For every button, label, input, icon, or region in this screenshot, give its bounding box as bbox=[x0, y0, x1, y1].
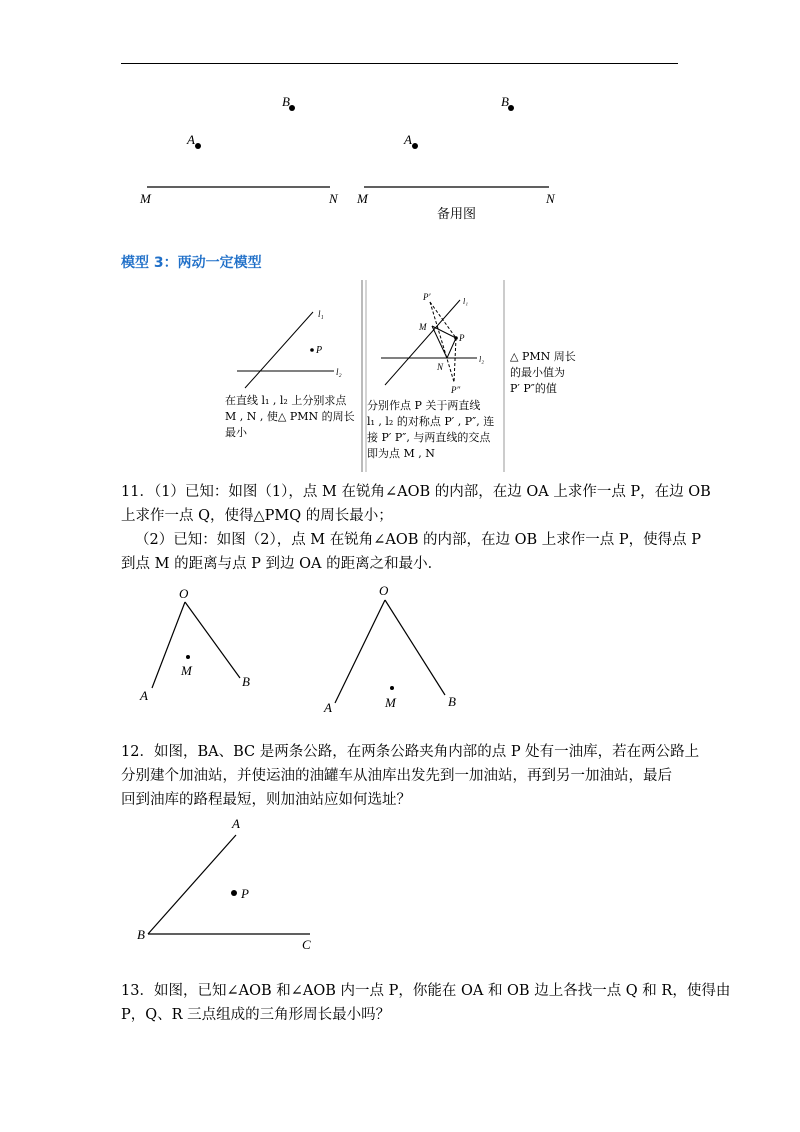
label-a: A bbox=[187, 132, 195, 147]
label-c: C bbox=[302, 937, 311, 952]
q12-figure bbox=[0, 810, 800, 960]
cell2-text: 分别作点 P 关于两直线 l₁ , l₂ 的对称点 P′ , P″, 连 接 P′ P″, 与两直线的交点 即为点 M , N bbox=[367, 399, 495, 460]
q11-text: 11．（1）已知：如图（1），点 M 在锐角∠AOB 的内部，在边 OA 上求作一点 P，在边 OB 上求作一点 Q，使得△PMQ 的周长最小； （2）已知：如图（2），点 M 在锐角∠AOB 的内部，在边 OB 上求作一点 P，使得点 P 到点 M 的距离与点 P 到边 OA 的距离之和最小． bbox=[121, 484, 711, 572]
ray-ba bbox=[148, 835, 236, 934]
label-m: M bbox=[419, 322, 427, 332]
label-b: B bbox=[137, 927, 145, 942]
label-b: B bbox=[501, 94, 509, 109]
figure-caption: 备用图 bbox=[437, 207, 477, 222]
cell3-text: △ PMN 周长 的最小值为 P′ P″的值 bbox=[510, 350, 576, 395]
label-p2: P″ bbox=[451, 385, 461, 395]
label-b: B bbox=[282, 94, 290, 109]
point-p bbox=[310, 348, 314, 352]
label-m: M bbox=[140, 191, 151, 206]
q11-figure2 bbox=[323, 583, 456, 715]
ray-ob bbox=[185, 602, 240, 678]
label-a: A bbox=[140, 688, 148, 703]
label-a: A bbox=[232, 816, 240, 831]
point-m bbox=[390, 686, 394, 690]
q11-figures bbox=[0, 580, 800, 720]
cell2-diagram bbox=[381, 292, 484, 395]
point-p bbox=[454, 336, 458, 340]
line-l1 bbox=[245, 312, 313, 388]
top-figures bbox=[0, 0, 800, 230]
q12-text: 12．如图，BA、BC 是两条公路，在两条公路夹角内部的点 P 处有一油库，若在两公路上 分别建个加油站，并使运油的油罐车从油库出发先到一加油站，再到另一加油站，最后 回到油库的路程最短，则加油站应如何选址？ bbox=[121, 744, 700, 808]
label-a: A bbox=[404, 132, 412, 147]
section-title: 模型 3：两动一定模型 bbox=[121, 255, 262, 271]
label-p: P bbox=[241, 886, 249, 901]
line-l1 bbox=[385, 300, 460, 385]
label-l1: l₁ bbox=[318, 309, 324, 319]
ray-oa bbox=[335, 600, 385, 703]
figure-right bbox=[356, 94, 556, 206]
label-n: N bbox=[546, 191, 555, 206]
label-p: P bbox=[316, 345, 323, 356]
segment-mp bbox=[432, 326, 456, 338]
label-p1: P′ bbox=[423, 292, 431, 302]
label-b: B bbox=[242, 674, 250, 689]
segment-np bbox=[447, 338, 456, 358]
cell1-diagram bbox=[237, 309, 342, 388]
point-p bbox=[231, 890, 237, 896]
dashed-p1 bbox=[430, 302, 456, 338]
figure-left bbox=[139, 94, 339, 206]
label-l1: l₁ bbox=[463, 297, 469, 306]
label-l2: l₂ bbox=[479, 355, 485, 364]
cell1-text: 在直线 l₁ , l₂ 上分别求点 M , N , 使△ PMN 的周长 最小 bbox=[225, 394, 355, 439]
segment-mn bbox=[432, 326, 447, 358]
point-a bbox=[412, 143, 418, 149]
label-o: O bbox=[179, 586, 189, 601]
label-b: B bbox=[448, 694, 456, 709]
label-n: N bbox=[329, 191, 338, 206]
point-a bbox=[195, 143, 201, 149]
label-o: O bbox=[379, 583, 389, 598]
label-m: M bbox=[357, 191, 368, 206]
q13-text: 13．如图，已知∠AOB 和∠AOB 内一点 P，你能在 OA 和 OB 边上各找一点 Q 和 R，使得由 P，Q、R 三点组成的三角形周长最小吗？ bbox=[121, 983, 731, 1023]
point-m bbox=[186, 655, 190, 659]
label-m: M bbox=[181, 663, 192, 678]
label-n: N bbox=[437, 362, 444, 372]
label-m: M bbox=[385, 695, 396, 710]
label-p: P bbox=[459, 333, 465, 343]
ray-ob bbox=[385, 600, 445, 695]
dashed-p2 bbox=[454, 338, 456, 382]
label-l2: l₂ bbox=[336, 367, 342, 377]
q11-figure1 bbox=[139, 586, 250, 703]
label-a: A bbox=[324, 700, 332, 715]
